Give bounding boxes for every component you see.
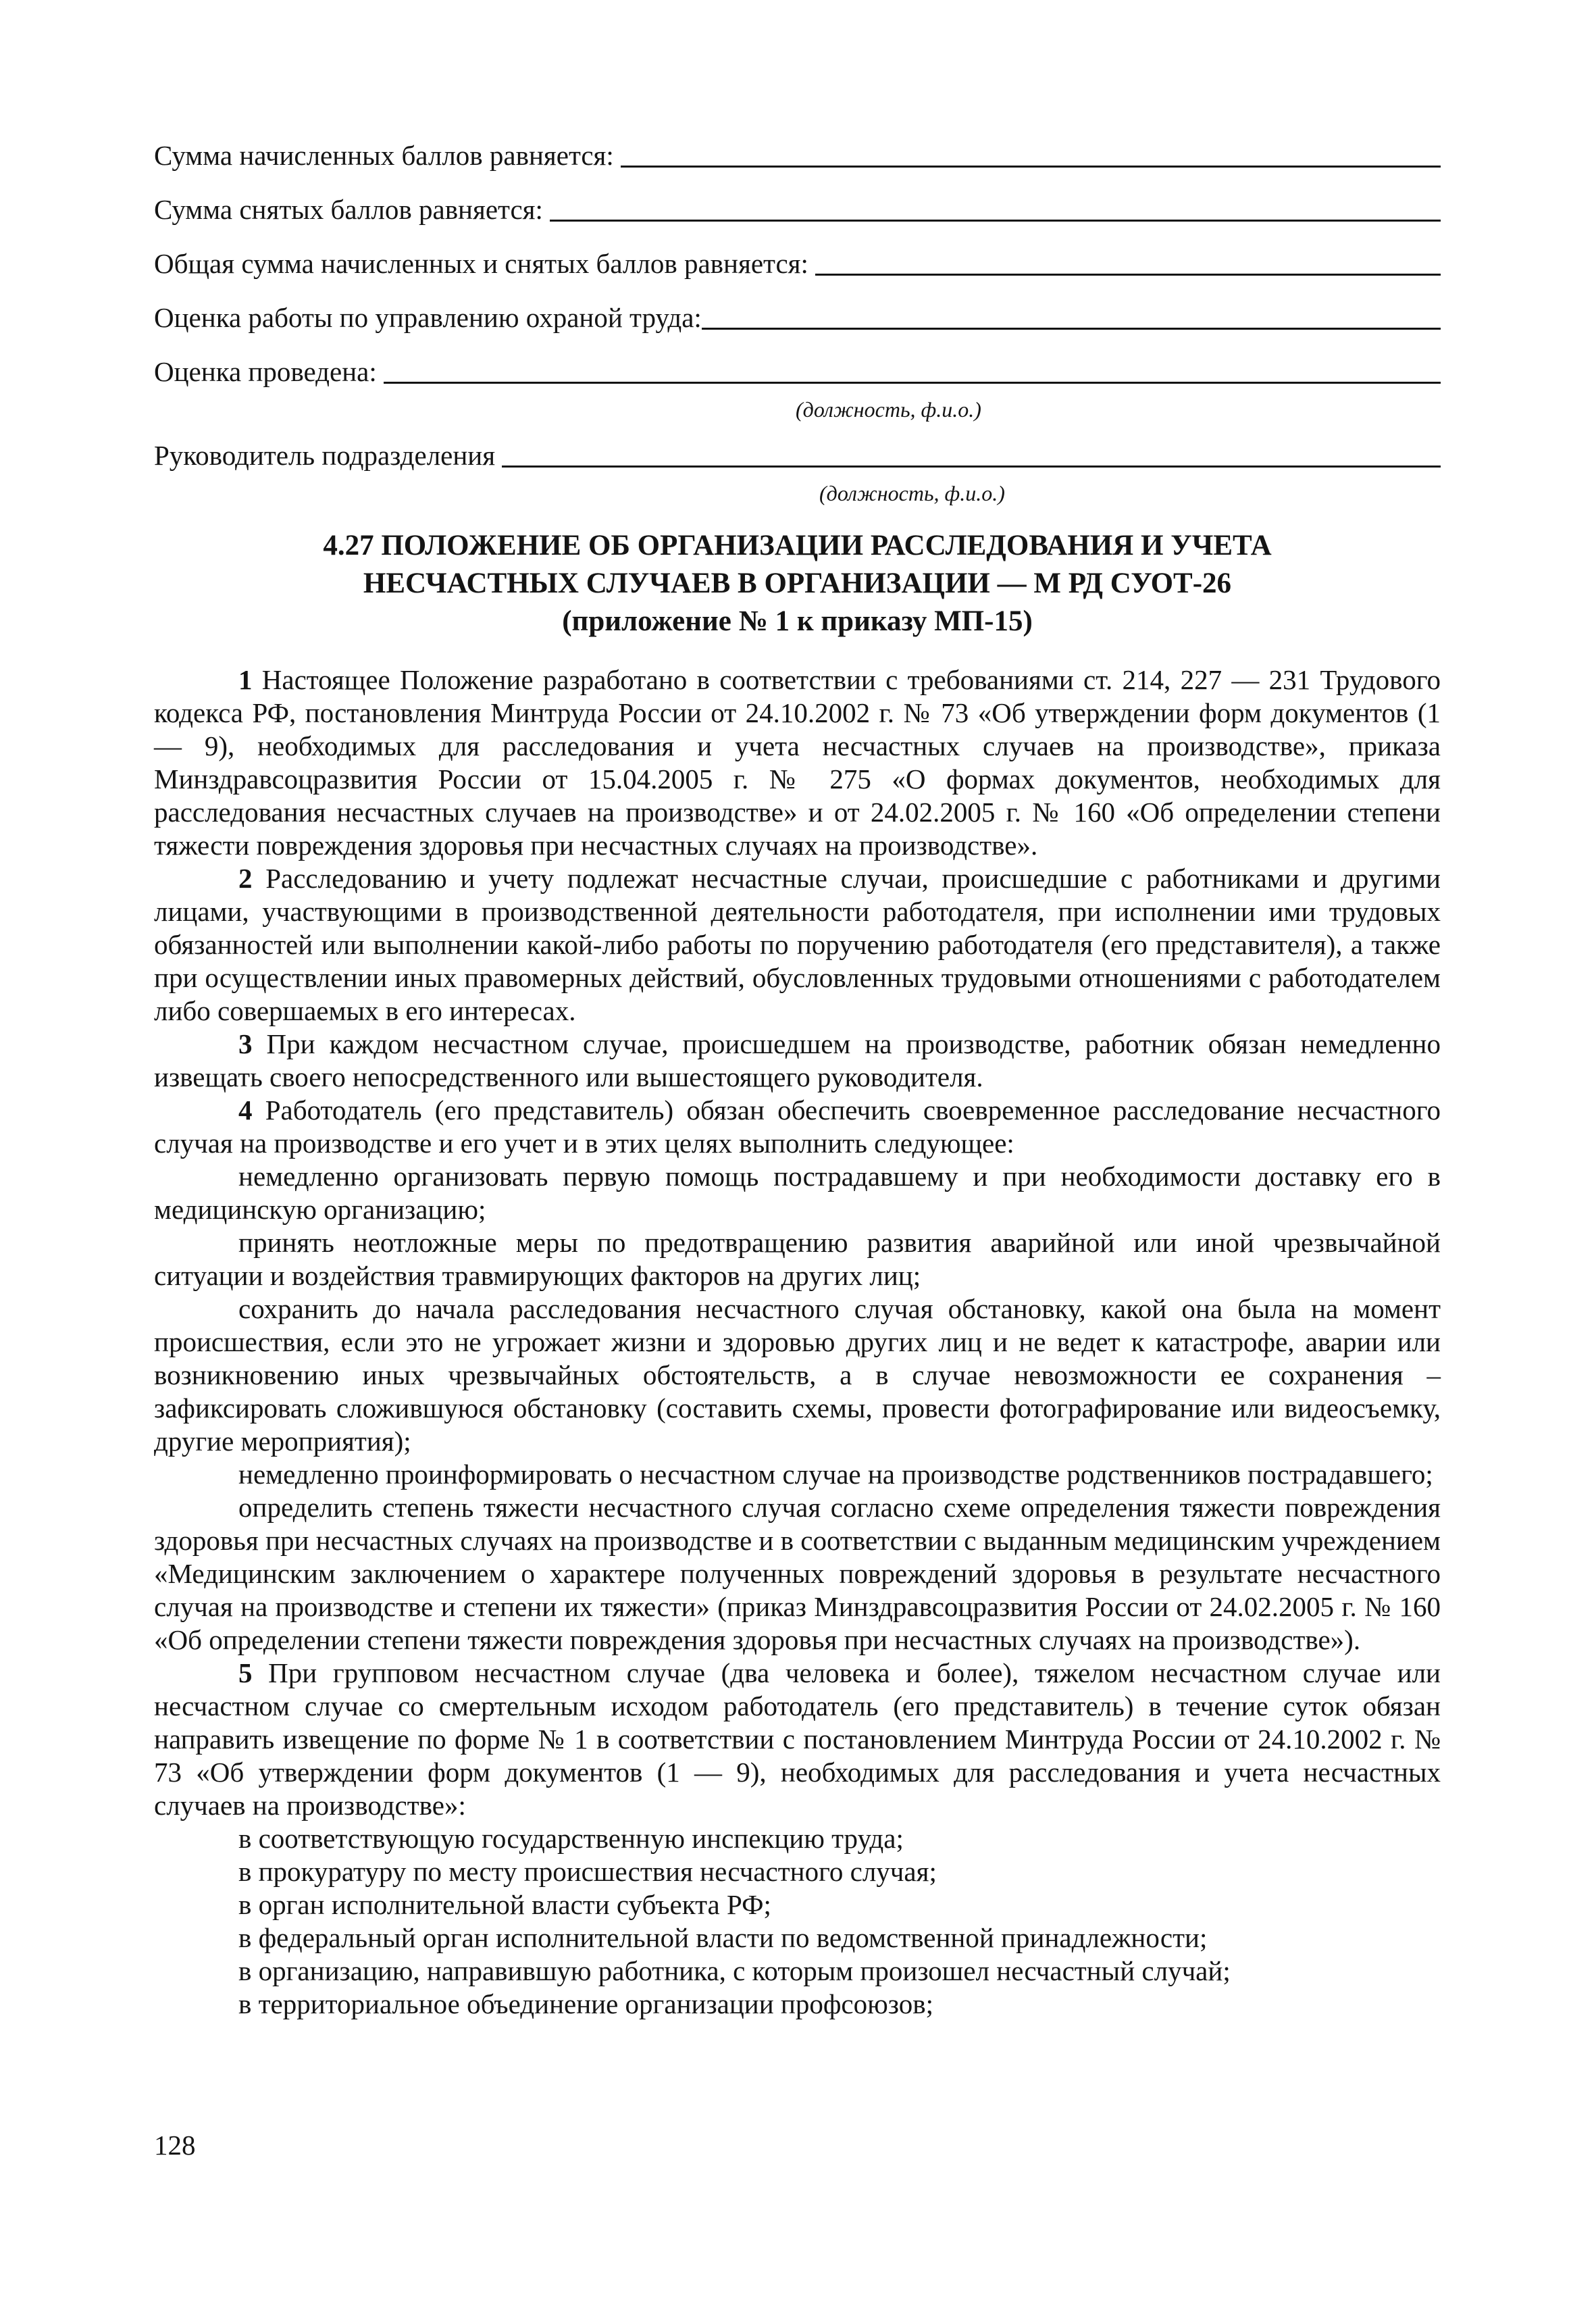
- title-line: НЕСЧАСТНЫХ СЛУЧАЕВ В ОРГАНИЗАЦИИ — М РД СУОТ-26: [363, 568, 1232, 599]
- form-label: Сумма снятых баллов равняется:: [154, 194, 543, 225]
- list-item: в организацию, направившую работника, с которым произошел несчастный случай;: [238, 1955, 1231, 1986]
- list-item: определить степень тяжести несчастного случая согласно схеме определения тяжести повреждения здоровья при несчастных случаях на производстве и в соответствии с выданным медицинским учреждением «Медицинским заключением о характере полученных повреждений здоровья в результате несчастного случая на производстве и степени их тяжести» (приказ Минздравсоцразвития России от 24.02.2005 г. № 160 «Об определении степени тяжести повреждения здоровья при несчастных случаях на производстве»).: [154, 1492, 1441, 1655]
- form-label: Руководитель подразделения: [154, 440, 496, 471]
- paragraph-number: 3: [238, 1028, 253, 1059]
- form-line-department-head: [154, 435, 1441, 476]
- paragraph-text: Расследованию и учету подлежат несчастные случаи, происшедшие с работниками и другими лицами, участвующими в производственной деятельности работодателя, при исполнении ими трудовых обязанностей или выполнении какой-либо работы по поручению работодателя (его представителя), а также при осуществлении иных правомерных действий, обусловленных трудовыми отношениями с работодателем либо совершаемых в его интересах.: [154, 863, 1441, 1026]
- list-item: в территориальное объединение организации профсоюзов;: [238, 1988, 933, 2019]
- section-title: [154, 527, 1441, 640]
- form-label: Оценка проведена:: [154, 356, 377, 387]
- list-item: сохранить до начала расследования несчастного случая обстановку, какой она была на момент происшествия, если это не угрожает жизни и здоровью других лиц и не ведет к катастрофе, аварии или возникновению иных чрезвычайных обстоятельств, а в случае невозможности ее сохранения – зафиксировать сложившуюся обстановку (составить схемы, провести фотографирование или видеосъемку, другие мероприятия);: [154, 1293, 1441, 1457]
- paragraph-number: 5: [238, 1657, 253, 1688]
- paragraph-number: 1: [238, 664, 253, 695]
- paragraph-number: 2: [238, 863, 253, 894]
- paragraph-5: [154, 1657, 1441, 1822]
- form-line-accrued-points: [154, 135, 1441, 176]
- fill-in-blank: [550, 220, 1441, 222]
- form-label: Сумма начисленных баллов равняется:: [154, 140, 614, 171]
- list-item: немедленно организовать первую помощь пострадавшему и при необходимости доставку его в медицинскую организацию;: [154, 1161, 1441, 1225]
- fill-in-blank: [621, 166, 1441, 168]
- form-line-work-assessment: [154, 297, 1441, 338]
- list-item: в орган исполнительной власти субъекта РФ;: [238, 1889, 771, 1920]
- fill-in-blank: [502, 466, 1441, 468]
- list-item: немедленно проинформировать о несчастном случае на производстве родственников пострадавшего;: [238, 1459, 1433, 1490]
- paragraph-text: Работодатель (его представитель) обязан обеспечить своевременное расследование несчастного случая на производстве и его учет и в этих целях выполнить следующее:: [154, 1095, 1441, 1159]
- form-label: Общая сумма начисленных и снятых баллов равняется:: [154, 248, 808, 279]
- title-line: (приложение № 1 к приказу МП-15): [562, 605, 1033, 637]
- form-line-deducted-points: [154, 189, 1441, 230]
- document-page: [154, 135, 1441, 2021]
- list-item: в прокуратуру по месту происшествия несчастного случая;: [238, 1856, 937, 1887]
- fill-in-blank: [815, 274, 1441, 276]
- list-item: в федеральный орган исполнительной власти по ведомственной принадлежности;: [238, 1922, 1208, 1953]
- list-item: в соответствующую государственную инспекцию труда;: [238, 1823, 904, 1854]
- paragraph-number: 4: [238, 1095, 253, 1126]
- fill-in-blank: [384, 382, 1441, 384]
- paragraph-4: [154, 1094, 1441, 1160]
- form-line-assessed-by: [154, 351, 1441, 392]
- paragraph-3: [154, 1028, 1441, 1094]
- fill-in-blank: [702, 328, 1441, 330]
- paragraph-text: Настоящее Положение разработано в соответствии с требованиями ст. 214, 227 — 231 Трудового кодекса РФ, постановления Минтруда России от 24.10.2002 г. № 73 «Об утверждении форм документов (1 — 9), необходимых для расследования и учета несчастных случаев на производстве», приказа Минздравсоцразвития России от 15.04.2005 г. № 275 «О формах документов, необходимых для расследования несчастных случаев на производстве» и от 24.02.2005 г. № 160 «Об определении степени тяжести повреждения здоровья при несчастных случаях на производстве».: [154, 664, 1441, 861]
- paragraph-text: При каждом несчастном случае, происшедшем на производстве, работник обязан немедленно извещать своего непосредственного или вышестоящего руководителя.: [154, 1028, 1441, 1092]
- paragraph-1: [154, 663, 1441, 862]
- form-line-total-points: [154, 243, 1441, 284]
- paragraph-text: При групповом несчастном случае (два человека и более), тяжелом несчастном случае или несчастном случае со смертельным исходом работодатель (его представитель) в течение суток обязан направить извещение по форме № 1 в соответствии с постановлением Минтруда России от 24.10.2002 г. № 73 «Об утверждении форм документов (1 — 9), необходимых для расследования и учета несчастных случаев на производстве»:: [154, 1657, 1441, 1821]
- signature-caption: (должность, ф.и.о.): [819, 481, 1005, 505]
- form-label: Оценка работы по управлению охраной труда:: [154, 302, 702, 333]
- page-number: 128: [154, 2130, 196, 2161]
- title-line: 4.27 ПОЛОЖЕНИЕ ОБ ОРГАНИЗАЦИИ РАССЛЕДОВАНИЯ И УЧЕТА: [323, 530, 1272, 561]
- signature-caption: (должность, ф.и.о.): [796, 397, 981, 422]
- list-item: принять неотложные меры по предотвращению развития аварийной или иной чрезвычайной ситуации и воздействия травмирующих факторов на других лиц;: [154, 1227, 1441, 1291]
- paragraph-2: [154, 862, 1441, 1028]
